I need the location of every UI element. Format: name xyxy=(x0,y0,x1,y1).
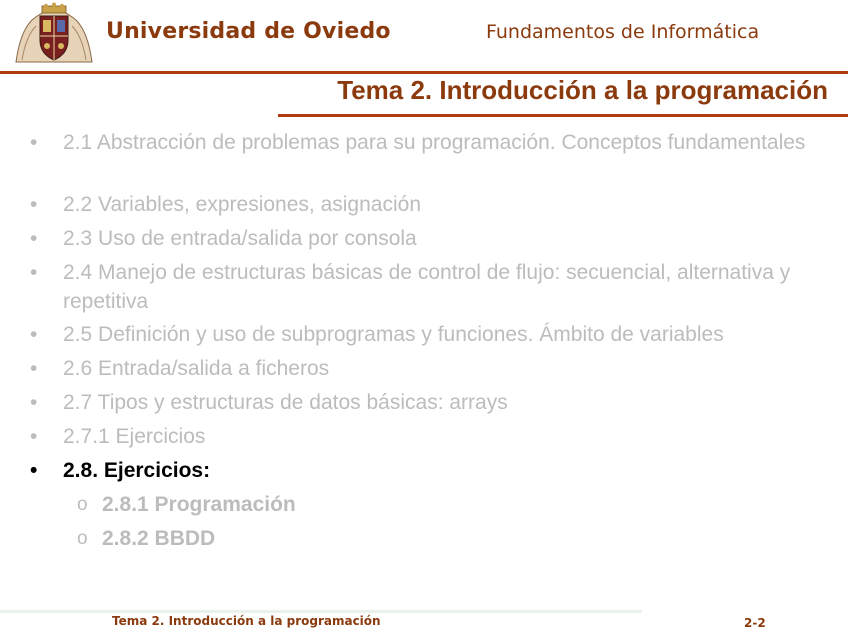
circle-bullet-icon: o xyxy=(77,528,88,549)
sub-list-item-text: 2.8.2 BBDD xyxy=(102,527,216,550)
list-item-text: 2.8. Ejercicios: xyxy=(63,459,211,482)
bullet-icon: • xyxy=(30,131,38,154)
footer-title: Tema 2. Introducción a la programación xyxy=(112,614,381,628)
header-divider xyxy=(0,71,848,74)
bullet-icon: • xyxy=(30,459,38,482)
title-underline xyxy=(278,114,848,117)
list-item-text: 2.7.1 Ejercicios xyxy=(63,425,206,448)
course-name: Fundamentos de Informática xyxy=(486,21,760,43)
list-item-text: 2.7 Tipos y estructuras de datos básicas: arrays xyxy=(63,391,508,414)
footer-divider xyxy=(0,610,642,613)
bullet-icon: • xyxy=(30,391,38,414)
list-item-text: 2.6 Entrada/salida a ficheros xyxy=(63,357,330,380)
bullet-icon: • xyxy=(30,357,38,380)
bullet-icon: • xyxy=(30,227,38,250)
bullet-icon: • xyxy=(30,323,38,346)
university-crest-icon xyxy=(10,2,98,68)
list-item-text: 2.3 Uso de entrada/salida por consola xyxy=(63,227,417,250)
list-item-text: 2.2 Variables, expresiones, asignación xyxy=(63,193,421,216)
bullet-icon: • xyxy=(30,425,38,448)
page-number: 2-2 xyxy=(744,616,766,630)
slide-title: Tema 2. Introducción a la programación xyxy=(337,75,828,105)
list-item-text: 2.5 Definición y uso de subprogramas y funciones. Ámbito de variables xyxy=(63,323,724,346)
university-name: Universidad de Oviedo xyxy=(106,19,391,44)
list-item-text: 2.1 Abstracción de problemas para su programación. Conceptos fundamentales xyxy=(63,131,806,154)
list-item-text: 2.4 Manejo de estructuras básicas de control de flujo: secuencial, alternativa y repetitiva xyxy=(63,261,791,313)
bullet-icon: • xyxy=(30,261,38,284)
sub-list-item-text: 2.8.1 Programación xyxy=(102,493,296,516)
bullet-icon: • xyxy=(30,193,38,216)
circle-bullet-icon: o xyxy=(77,494,88,515)
